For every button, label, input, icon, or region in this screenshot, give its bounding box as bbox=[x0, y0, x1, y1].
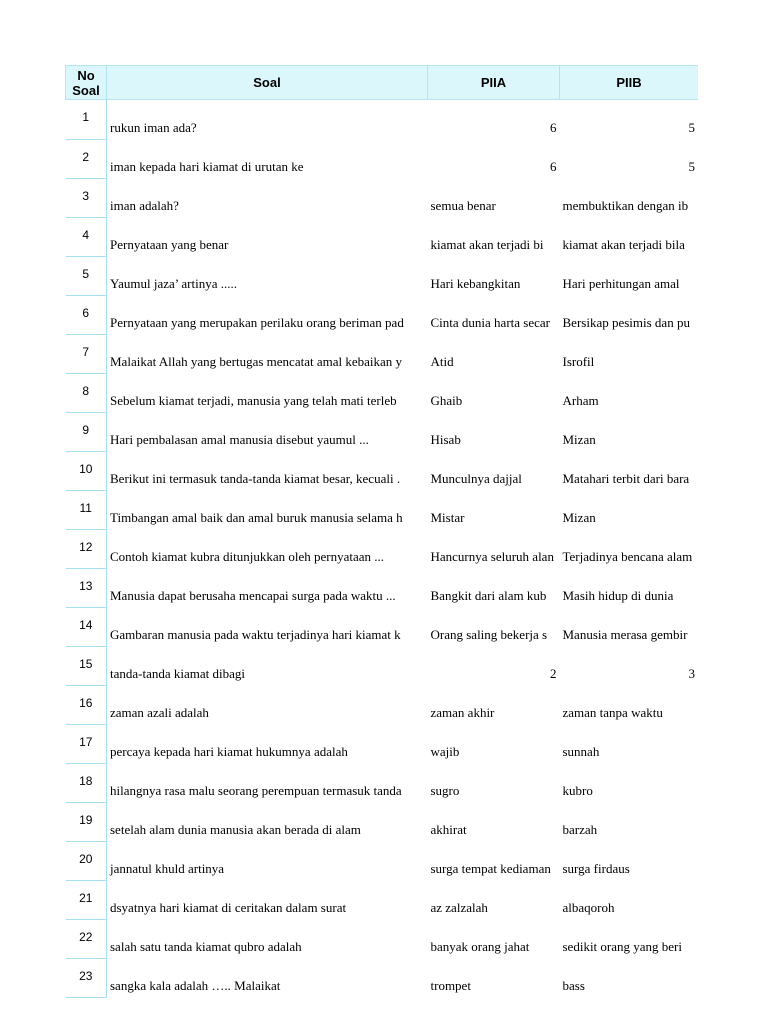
question-cell[interactable]: tanda-tanda kiamat dibagi bbox=[110, 666, 246, 681]
piia-cell[interactable]: Bangkit dari alam kub bbox=[430, 588, 547, 603]
piib-cell[interactable]: zaman tanpa waktu bbox=[562, 705, 663, 720]
piia-cell[interactable]: Hancurnya seluruh alan bbox=[430, 549, 554, 564]
table-body bbox=[66, 100, 699, 998]
piib-cell[interactable]: kubro bbox=[562, 783, 593, 798]
question-cell[interactable]: iman kepada hari kiamat di urutan ke bbox=[110, 159, 304, 174]
piia-cell[interactable]: banyak orang jahat bbox=[430, 939, 530, 954]
row-number-cell[interactable]: 12 bbox=[66, 529, 107, 568]
table-row bbox=[66, 607, 699, 646]
row-number-cell[interactable]: 22 bbox=[66, 919, 107, 958]
piia-cell[interactable]: az zalzalah bbox=[430, 900, 488, 915]
row-number-cell[interactable]: 8 bbox=[66, 373, 107, 412]
piia-cell[interactable]: Cinta dunia harta secar bbox=[430, 315, 550, 330]
piib-cell[interactable]: Masih hidup di dunia bbox=[562, 588, 674, 603]
piib-cell[interactable]: Isrofil bbox=[562, 354, 595, 369]
piib-cell[interactable]: Mizan bbox=[562, 432, 596, 447]
piia-cell[interactable]: akhirat bbox=[430, 822, 467, 837]
table-row bbox=[66, 685, 699, 724]
row-number-cell[interactable]: 7 bbox=[66, 334, 107, 373]
row-number-cell[interactable]: 15 bbox=[66, 646, 107, 685]
piia-cell[interactable]: trompet bbox=[430, 978, 471, 993]
question-cell[interactable]: iman adalah? bbox=[110, 198, 179, 213]
table-row bbox=[66, 217, 699, 256]
row-number-cell[interactable]: 18 bbox=[66, 763, 107, 802]
piia-cell[interactable]: Mistar bbox=[430, 510, 465, 525]
table-row bbox=[66, 529, 699, 568]
table-row bbox=[66, 490, 699, 529]
row-number-cell[interactable]: 11 bbox=[66, 490, 107, 529]
table-row bbox=[66, 373, 699, 412]
question-cell[interactable]: Hari pembalasan amal manusia disebut yaumul ... bbox=[110, 432, 369, 447]
piib-cell[interactable]: 5 bbox=[688, 159, 695, 174]
table-row bbox=[66, 295, 699, 334]
question-cell[interactable]: dsyatnya hari kiamat di ceritakan dalam surat bbox=[110, 900, 347, 915]
piia-cell[interactable]: 6 bbox=[550, 120, 557, 135]
row-number-cell[interactable]: 9 bbox=[66, 412, 107, 451]
table-row bbox=[66, 802, 699, 841]
piib-cell[interactable]: sunnah bbox=[562, 744, 600, 759]
question-cell[interactable]: Berikut ini termasuk tanda-tanda kiamat besar, kecuali . bbox=[110, 471, 401, 486]
question-cell[interactable]: Contoh kiamat kubra ditunjukkan oleh pernyataan ... bbox=[110, 549, 385, 564]
table-row bbox=[66, 334, 699, 373]
piia-cell[interactable]: sugro bbox=[430, 783, 460, 798]
piib-cell[interactable]: Manusia merasa gembir bbox=[562, 627, 688, 642]
spreadsheet bbox=[65, 65, 698, 998]
table-row bbox=[66, 724, 699, 763]
header-soal[interactable]: Soal bbox=[107, 66, 428, 100]
row-number-cell[interactable]: 5 bbox=[66, 256, 107, 295]
question-table bbox=[65, 65, 698, 998]
piib-cell[interactable]: Bersikap pesimis dan pu bbox=[562, 315, 690, 330]
question-cell[interactable]: Manusia dapat berusaha mencapai surga pada waktu ... bbox=[110, 588, 396, 603]
table-row bbox=[66, 841, 699, 880]
piib-cell[interactable]: kiamat akan terjadi bila bbox=[562, 237, 685, 252]
question-cell[interactable]: Timbangan amal baik dan amal buruk manusia selama h bbox=[110, 510, 403, 525]
table-row bbox=[66, 646, 699, 685]
row-number-cell[interactable]: 2 bbox=[66, 139, 107, 178]
piia-cell[interactable]: Munculnya dajjal bbox=[430, 471, 522, 486]
table-row bbox=[66, 880, 699, 919]
question-cell[interactable]: Yaumul jaza’ artinya ..... bbox=[110, 276, 237, 291]
piib-cell[interactable]: surga firdaus bbox=[562, 861, 630, 876]
piib-cell[interactable]: 3 bbox=[688, 666, 695, 681]
piia-cell[interactable]: wajib bbox=[430, 744, 460, 759]
question-cell[interactable]: setelah alam dunia manusia akan berada di alam bbox=[110, 822, 361, 837]
header-no-soal-label: No Soal bbox=[72, 67, 100, 98]
piia-cell[interactable]: surga tempat kediaman bbox=[430, 861, 551, 876]
piia-cell[interactable]: Hari kebangkitan bbox=[430, 276, 521, 291]
question-cell[interactable]: hilangnya rasa malu seorang perempuan termasuk tanda bbox=[110, 783, 402, 798]
question-cell[interactable]: Malaikat Allah yang bertugas mencatat amal kebaikan y bbox=[110, 354, 403, 369]
row-number-cell[interactable]: 4 bbox=[66, 217, 107, 256]
piib-cell[interactable]: Terjadinya bencana alam bbox=[562, 549, 693, 564]
row-number-cell[interactable]: 21 bbox=[66, 880, 107, 919]
table-row bbox=[66, 958, 699, 997]
header-no-soal[interactable] bbox=[66, 66, 107, 100]
piib-cell[interactable]: 5 bbox=[688, 120, 695, 135]
table-row bbox=[66, 412, 699, 451]
table-row bbox=[66, 919, 699, 958]
row-number-cell[interactable]: 19 bbox=[66, 802, 107, 841]
table-row bbox=[66, 256, 699, 295]
piib-cell[interactable]: Mizan bbox=[562, 510, 596, 525]
row-number-cell[interactable]: 16 bbox=[66, 685, 107, 724]
piib-cell[interactable]: sedikit orang yang beri bbox=[562, 939, 682, 954]
header-row bbox=[66, 66, 699, 100]
row-number-cell[interactable]: 13 bbox=[66, 568, 107, 607]
question-cell[interactable]: Gambaran manusia pada waktu terjadinya hari kiamat k bbox=[110, 627, 401, 642]
piia-cell[interactable]: Atid bbox=[430, 354, 454, 369]
question-cell[interactable]: sangka kala adalah ….. Malaikat bbox=[110, 978, 281, 993]
piia-cell[interactable]: 6 bbox=[550, 159, 557, 174]
question-cell[interactable]: percaya kepada hari kiamat hukumnya adalah bbox=[110, 744, 348, 759]
question-cell[interactable]: zaman azali adalah bbox=[110, 705, 209, 720]
piib-cell[interactable]: Arham bbox=[562, 393, 599, 408]
question-cell[interactable]: salah satu tanda kiamat qubro adalah bbox=[110, 939, 302, 954]
piia-cell[interactable]: Hisab bbox=[430, 432, 461, 447]
table-row bbox=[66, 763, 699, 802]
row-number-cell[interactable]: 3 bbox=[66, 178, 107, 217]
piib-cell[interactable]: barzah bbox=[562, 822, 598, 837]
header-piib[interactable]: PIIB bbox=[560, 66, 699, 100]
row-number-cell[interactable]: 17 bbox=[66, 724, 107, 763]
row-number-cell[interactable]: 20 bbox=[66, 841, 107, 880]
table-row bbox=[66, 451, 699, 490]
row-number-cell[interactable]: 6 bbox=[66, 295, 107, 334]
row-number-cell[interactable]: 1 bbox=[66, 100, 107, 140]
question-cell[interactable]: jannatul khuld artinya bbox=[110, 861, 225, 876]
piib-cell[interactable]: bass bbox=[562, 978, 585, 993]
question-cell[interactable]: Pernyataan yang merupakan perilaku orang beriman pad bbox=[110, 315, 404, 330]
piia-cell[interactable]: Orang saling bekerja s bbox=[430, 627, 548, 642]
header-piia[interactable]: PIIA bbox=[428, 66, 560, 100]
question-cell[interactable]: Pernyataan yang benar bbox=[110, 237, 229, 252]
piia-cell[interactable]: kiamat akan terjadi bi bbox=[430, 237, 544, 252]
piib-cell[interactable]: Matahari terbit dari bara bbox=[562, 471, 690, 486]
piia-cell[interactable]: semua benar bbox=[430, 198, 496, 213]
table-row bbox=[66, 568, 699, 607]
row-number-cell[interactable]: 23 bbox=[66, 958, 107, 997]
question-cell[interactable]: rukun iman ada? bbox=[110, 120, 197, 135]
row-number-cell[interactable]: 10 bbox=[66, 451, 107, 490]
piib-cell[interactable]: membuktikan dengan ib bbox=[562, 198, 689, 213]
piib-cell[interactable]: Hari perhitungan amal bbox=[562, 276, 680, 291]
row-number-cell[interactable]: 14 bbox=[66, 607, 107, 646]
piia-cell[interactable]: zaman akhir bbox=[430, 705, 495, 720]
table-row bbox=[66, 100, 699, 140]
table-row bbox=[66, 178, 699, 217]
table-row bbox=[66, 139, 699, 178]
piia-cell[interactable]: 2 bbox=[550, 666, 557, 681]
piia-cell[interactable]: Ghaib bbox=[430, 393, 463, 408]
question-cell[interactable]: Sebelum kiamat terjadi, manusia yang telah mati terleb bbox=[110, 393, 397, 408]
piib-cell[interactable]: albaqoroh bbox=[562, 900, 615, 915]
